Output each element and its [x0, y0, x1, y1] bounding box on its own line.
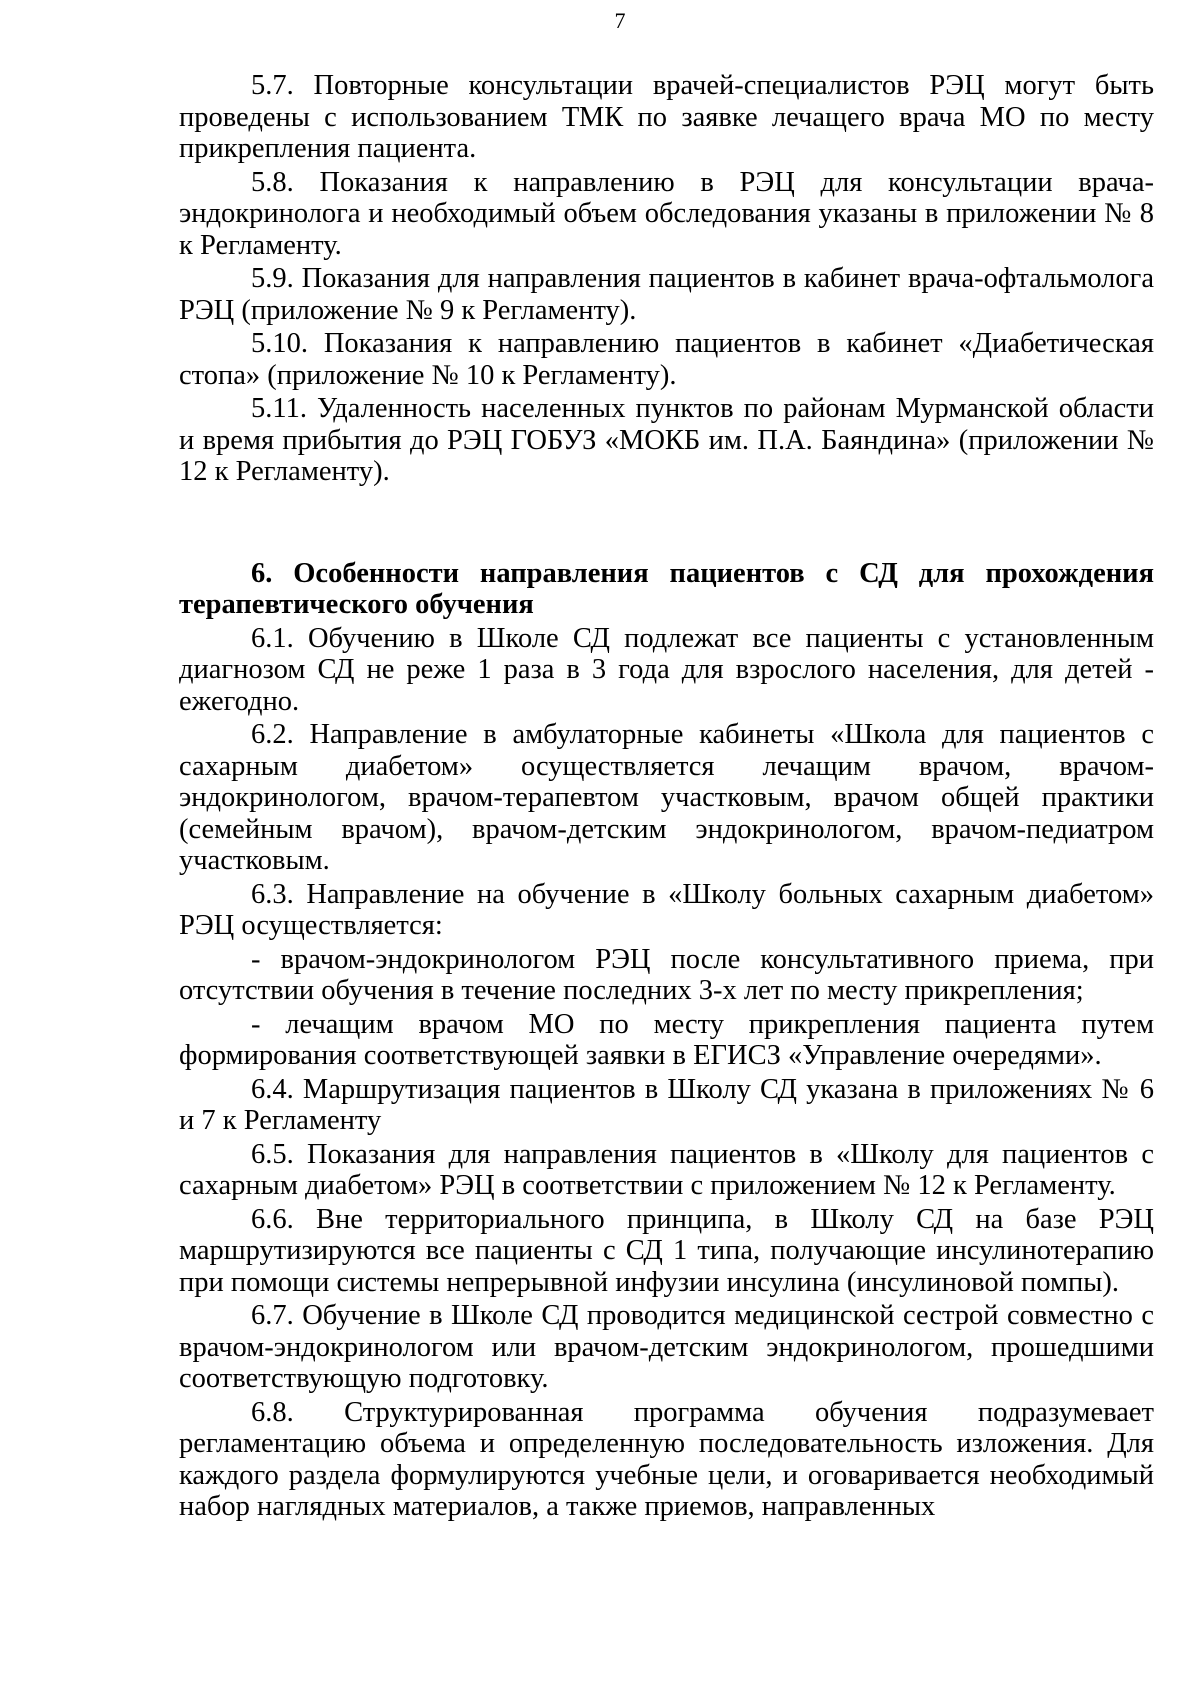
page-body: [179, 70, 1154, 1523]
section-5-items: [179, 70, 1154, 488]
paragraph-6-2: 6.2. Направление в амбулаторные кабинеты «Школа для пациентов с сахарным диабетом» осуществляется лечащим врачом, врачом-эндокринологом, врачом-терапевтом участковым, врачом общей практики (семейным врачом), врачом-детским эндокринологом, врачом-педиатром участковым.: [179, 719, 1154, 876]
paragraph-6-4: 6.4. Маршрутизация пациентов в Школу СД указана в приложениях № 6 и 7 к Регламенту: [179, 1073, 1154, 1136]
section-6-items: [179, 623, 1154, 1523]
paragraph-6-1: 6.1. Обучению в Школе СД подлежат все пациенты с установленным диагнозом СД не реже 1 раза в 3 года для взрослого населения, для детей - ежегодно.: [179, 622, 1154, 717]
section-6-heading: 6. Особенности направления пациентов с СД для прохождения терапевтического обучения: [179, 557, 1154, 620]
paragraph-6-3-bullet-2: - лечащим врачом МО по месту прикрепления пациента путем формирования соответствующей заявки в ЕГИСЗ «Управление очередями».: [179, 1008, 1154, 1071]
page-number: 7: [614, 8, 626, 33]
paragraph-6-3: 6.3. Направление на обучение в «Школу больных сахарным диабетом» РЭЦ осуществляется:: [179, 878, 1154, 941]
paragraph-6-6: 6.6. Вне территориального принципа, в Школу СД на базе РЭЦ маршрутизируются все пациенты с СД 1 типа, получающие инсулинотерапию при помощи системы непрерывной инфузии инсулина (инсулиновой помпы).: [179, 1203, 1154, 1298]
paragraph-5-11: 5.11. Удаленность населенных пунктов по районам Мурманской области и время прибытия до РЭЦ ГОБУЗ «МОКБ им. П.А. Баяндина» (приложении № 12 к Регламенту).: [179, 393, 1154, 487]
paragraph-6-8: 6.8. Структурированная программа обучения подразумевает регламентацию объема и определенную последовательность изложения. Для каждого раздела формулируются учебные цели, и оговаривается необходимый набор наглядных материалов, а также приемов, направленных: [179, 1396, 1154, 1522]
paragraph-6-5: 6.5. Показания для направления пациентов в «Школу для пациентов с сахарным диабетом» РЭЦ в соответствии с приложением № 12 к Регламенту.: [179, 1138, 1154, 1201]
paragraph-5-8: 5.8. Показания к направлению в РЭЦ для консультации врача-эндокринолога и необходимый объем обследования указаны в приложении № 8 к Регламенту.: [179, 166, 1154, 261]
paragraph-6-7: 6.7. Обучение в Школе СД проводится медицинской сестрой совместно с врачом-эндокринологом или врачом-детским эндокринологом, прошедшими соответствующую подготовку.: [179, 1300, 1154, 1394]
paragraph-5-7: 5.7. Повторные консультации врачей-специалистов РЭЦ могут быть проведены с использованием ТМК по заявке лечащего врача МО по месту прикрепления пациента.: [179, 70, 1154, 164]
paragraph-5-9: 5.9. Показания для направления пациентов в кабинет врача-офтальмолога РЭЦ (приложение № 9 к Регламенту).: [179, 263, 1154, 326]
paragraph-6-3-bullet-1: - врачом-эндокринологом РЭЦ после консультативного приема, при отсутствии обучения в течение последних 3-х лет по месту прикрепления;: [179, 943, 1154, 1006]
paragraph-5-10: 5.10. Показания к направлению пациентов в кабинет «Диабетическая стопа» (приложение № 10 к Регламенту).: [179, 328, 1154, 391]
